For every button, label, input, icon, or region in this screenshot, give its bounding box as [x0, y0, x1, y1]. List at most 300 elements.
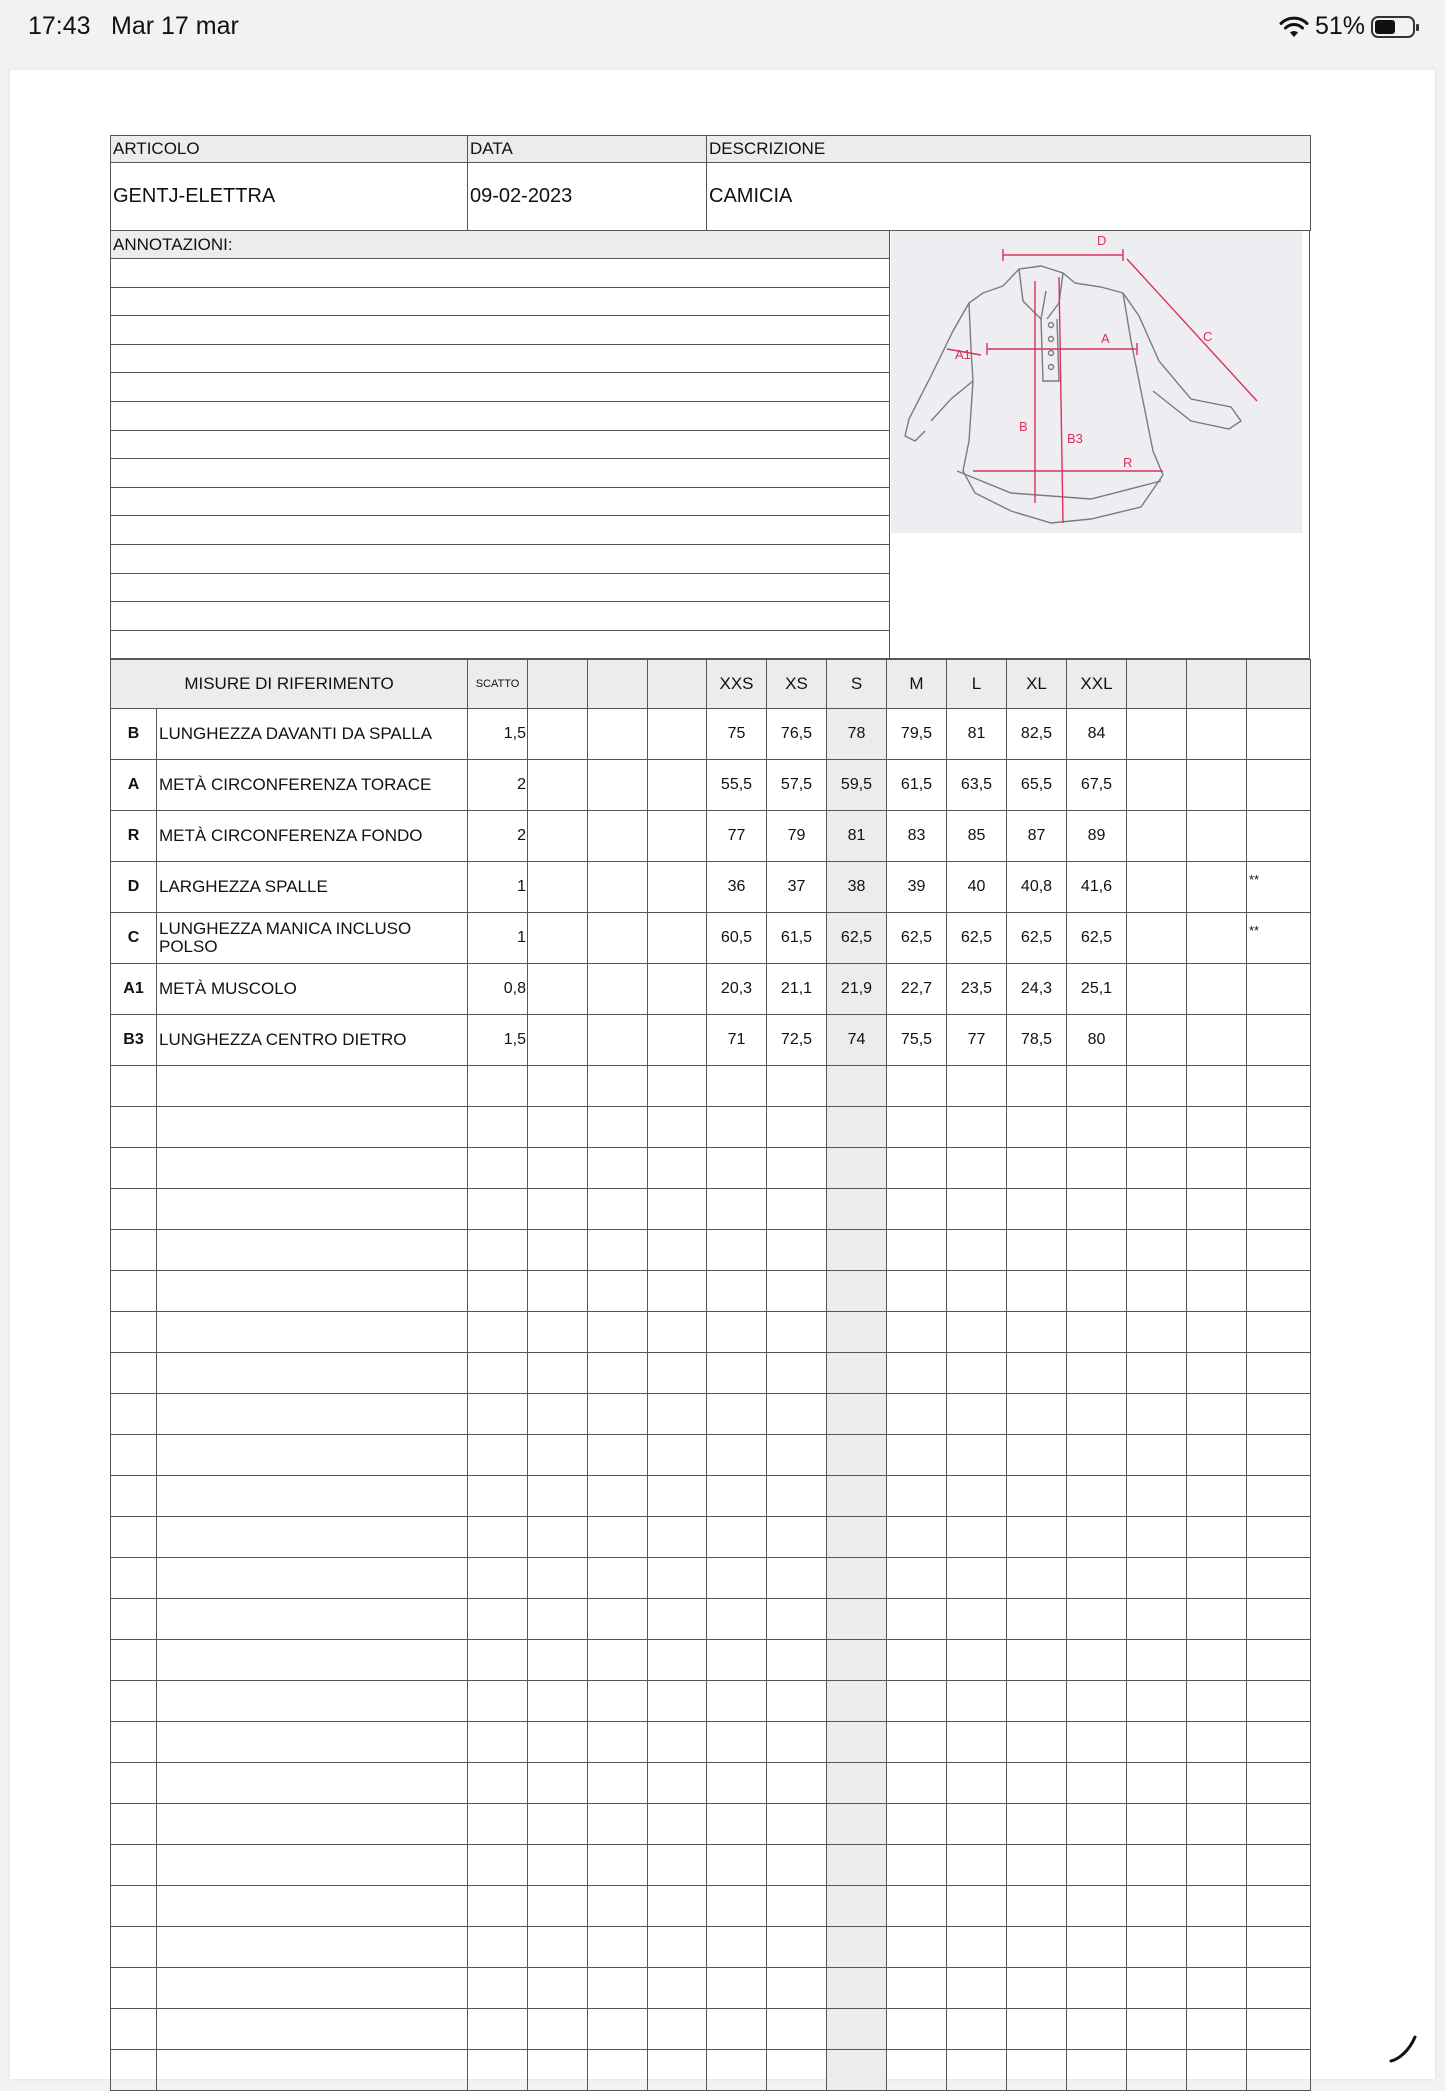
- empty-cell[interactable]: [588, 1435, 648, 1476]
- empty-cell[interactable]: [767, 1599, 827, 1640]
- empty-cell[interactable]: [528, 1107, 588, 1148]
- empty-cell[interactable]: [1067, 1066, 1127, 1107]
- empty-cell[interactable]: [707, 1189, 767, 1230]
- annotation-line[interactable]: [111, 345, 889, 374]
- empty-cell[interactable]: [707, 1599, 767, 1640]
- empty-cell[interactable]: [707, 1804, 767, 1845]
- empty-cell[interactable]: [648, 1476, 707, 1517]
- empty-cell[interactable]: [767, 1271, 827, 1312]
- empty-cell[interactable]: [707, 1066, 767, 1107]
- empty-cell[interactable]: [1007, 1230, 1067, 1271]
- empty-cell[interactable]: [1187, 1886, 1247, 1927]
- empty-cell[interactable]: [111, 1312, 157, 1353]
- empty-cell[interactable]: [887, 1148, 947, 1189]
- empty-cell[interactable]: [468, 2009, 528, 2050]
- empty-cell[interactable]: [827, 1435, 887, 1476]
- empty-cell[interactable]: [827, 2050, 887, 2091]
- empty-cell[interactable]: [157, 1804, 468, 1845]
- empty-cell[interactable]: [528, 1927, 588, 1968]
- empty-cell[interactable]: [157, 1968, 468, 2009]
- empty-cell[interactable]: [1007, 1271, 1067, 1312]
- empty-cell[interactable]: [707, 1763, 767, 1804]
- empty-cell[interactable]: [528, 1763, 588, 1804]
- empty-cell[interactable]: [887, 1435, 947, 1476]
- empty-cell[interactable]: [1247, 1353, 1311, 1394]
- empty-cell[interactable]: [1067, 1804, 1127, 1845]
- empty-cell[interactable]: [528, 1189, 588, 1230]
- empty-cell[interactable]: [1007, 1558, 1067, 1599]
- empty-cell[interactable]: [1247, 1312, 1311, 1353]
- empty-cell[interactable]: [648, 1271, 707, 1312]
- empty-cell[interactable]: [827, 1312, 887, 1353]
- empty-cell[interactable]: [1187, 1845, 1247, 1886]
- empty-cell[interactable]: [468, 1804, 528, 1845]
- empty-cell[interactable]: [588, 1271, 648, 1312]
- empty-cell[interactable]: [947, 1353, 1007, 1394]
- empty-cell[interactable]: [468, 1517, 528, 1558]
- empty-cell[interactable]: [528, 1230, 588, 1271]
- empty-cell[interactable]: [887, 1804, 947, 1845]
- annotation-line[interactable]: [111, 316, 889, 345]
- empty-cell[interactable]: [157, 1517, 468, 1558]
- empty-cell[interactable]: [1247, 1107, 1311, 1148]
- empty-cell[interactable]: [1007, 1394, 1067, 1435]
- empty-cell[interactable]: [1127, 1230, 1187, 1271]
- empty-cell[interactable]: [648, 1599, 707, 1640]
- empty-cell[interactable]: [1127, 2009, 1187, 2050]
- empty-cell[interactable]: [827, 1107, 887, 1148]
- empty-cell[interactable]: [111, 1968, 157, 2009]
- empty-cell[interactable]: [1007, 1681, 1067, 1722]
- annotation-line[interactable]: [111, 488, 889, 517]
- empty-cell[interactable]: [887, 1722, 947, 1763]
- empty-cell[interactable]: [588, 1353, 648, 1394]
- empty-cell[interactable]: [468, 1435, 528, 1476]
- empty-cell[interactable]: [1127, 1312, 1187, 1353]
- empty-cell[interactable]: [1007, 1804, 1067, 1845]
- empty-cell[interactable]: [827, 1066, 887, 1107]
- empty-cell[interactable]: [887, 1640, 947, 1681]
- empty-cell[interactable]: [1187, 1189, 1247, 1230]
- empty-cell[interactable]: [111, 1107, 157, 1148]
- empty-cell[interactable]: [111, 1640, 157, 1681]
- empty-cell[interactable]: [947, 1804, 1007, 1845]
- empty-cell[interactable]: [707, 1722, 767, 1763]
- empty-cell[interactable]: [111, 1927, 157, 1968]
- empty-cell[interactable]: [468, 1845, 528, 1886]
- empty-cell[interactable]: [827, 1845, 887, 1886]
- empty-cell[interactable]: [947, 1763, 1007, 1804]
- empty-cell[interactable]: [1127, 2050, 1187, 2091]
- empty-cell[interactable]: [648, 1435, 707, 1476]
- empty-cell[interactable]: [1067, 1845, 1127, 1886]
- empty-cell[interactable]: [827, 1886, 887, 1927]
- empty-cell[interactable]: [111, 1763, 157, 1804]
- empty-cell[interactable]: [1247, 1640, 1311, 1681]
- empty-cell[interactable]: [887, 1886, 947, 1927]
- empty-cell[interactable]: [648, 1230, 707, 1271]
- empty-cell[interactable]: [648, 1681, 707, 1722]
- empty-cell[interactable]: [1007, 1927, 1067, 1968]
- empty-cell[interactable]: [1067, 2009, 1127, 2050]
- empty-cell[interactable]: [588, 1599, 648, 1640]
- empty-cell[interactable]: [887, 2050, 947, 2091]
- empty-cell[interactable]: [887, 1599, 947, 1640]
- empty-cell[interactable]: [1187, 1640, 1247, 1681]
- empty-cell[interactable]: [707, 1107, 767, 1148]
- empty-cell[interactable]: [157, 1886, 468, 1927]
- empty-cell[interactable]: [1187, 1107, 1247, 1148]
- empty-cell[interactable]: [947, 1271, 1007, 1312]
- empty-cell[interactable]: [157, 1763, 468, 1804]
- empty-cell[interactable]: [707, 1312, 767, 1353]
- empty-cell[interactable]: [827, 1353, 887, 1394]
- empty-cell[interactable]: [588, 1804, 648, 1845]
- empty-cell[interactable]: [827, 1722, 887, 1763]
- empty-cell[interactable]: [648, 1189, 707, 1230]
- empty-cell[interactable]: [1127, 1763, 1187, 1804]
- empty-cell[interactable]: [707, 1927, 767, 1968]
- empty-cell[interactable]: [1067, 1558, 1127, 1599]
- empty-cell[interactable]: [707, 1230, 767, 1271]
- empty-cell[interactable]: [1127, 1968, 1187, 2009]
- empty-cell[interactable]: [157, 1681, 468, 1722]
- empty-cell[interactable]: [1247, 1804, 1311, 1845]
- empty-cell[interactable]: [111, 1230, 157, 1271]
- empty-cell[interactable]: [111, 1804, 157, 1845]
- annotation-line[interactable]: [111, 373, 889, 402]
- empty-cell[interactable]: [528, 1148, 588, 1189]
- empty-cell[interactable]: [111, 1558, 157, 1599]
- annotation-line[interactable]: [111, 259, 889, 288]
- empty-cell[interactable]: [528, 1271, 588, 1312]
- empty-cell[interactable]: [827, 1804, 887, 1845]
- empty-cell[interactable]: [827, 1148, 887, 1189]
- empty-cell[interactable]: [157, 1599, 468, 1640]
- annotation-line[interactable]: [111, 288, 889, 317]
- empty-cell[interactable]: [648, 1886, 707, 1927]
- empty-cell[interactable]: [1007, 1476, 1067, 1517]
- empty-cell[interactable]: [707, 1558, 767, 1599]
- empty-cell[interactable]: [1067, 1640, 1127, 1681]
- empty-cell[interactable]: [648, 1353, 707, 1394]
- empty-cell[interactable]: [1247, 1517, 1311, 1558]
- empty-cell[interactable]: [1127, 1517, 1187, 1558]
- empty-cell[interactable]: [1187, 1722, 1247, 1763]
- empty-cell[interactable]: [648, 2009, 707, 2050]
- empty-cell[interactable]: [947, 1066, 1007, 1107]
- empty-cell[interactable]: [1247, 1476, 1311, 1517]
- empty-cell[interactable]: [707, 1640, 767, 1681]
- empty-cell[interactable]: [827, 1640, 887, 1681]
- annotation-line[interactable]: [111, 574, 889, 603]
- empty-cell[interactable]: [1007, 1968, 1067, 2009]
- empty-cell[interactable]: [1067, 2050, 1127, 2091]
- empty-cell[interactable]: [588, 1394, 648, 1435]
- empty-cell[interactable]: [1067, 1148, 1127, 1189]
- empty-cell[interactable]: [827, 1189, 887, 1230]
- empty-cell[interactable]: [947, 1886, 1007, 1927]
- empty-cell[interactable]: [887, 1271, 947, 1312]
- empty-cell[interactable]: [1127, 1353, 1187, 1394]
- empty-cell[interactable]: [157, 1722, 468, 1763]
- empty-cell[interactable]: [1127, 1107, 1187, 1148]
- empty-cell[interactable]: [1187, 2009, 1247, 2050]
- empty-cell[interactable]: [468, 1681, 528, 1722]
- empty-cell[interactable]: [1127, 1189, 1187, 1230]
- empty-cell[interactable]: [648, 1517, 707, 1558]
- empty-cell[interactable]: [588, 1845, 648, 1886]
- empty-cell[interactable]: [947, 1599, 1007, 1640]
- empty-cell[interactable]: [111, 1435, 157, 1476]
- empty-cell[interactable]: [1247, 1763, 1311, 1804]
- empty-cell[interactable]: [588, 1476, 648, 1517]
- empty-cell[interactable]: [1127, 1804, 1187, 1845]
- empty-cell[interactable]: [588, 1927, 648, 1968]
- empty-cell[interactable]: [111, 2009, 157, 2050]
- empty-cell[interactable]: [1247, 1230, 1311, 1271]
- empty-cell[interactable]: [1247, 2050, 1311, 2091]
- empty-cell[interactable]: [1187, 1804, 1247, 1845]
- empty-cell[interactable]: [947, 1476, 1007, 1517]
- empty-cell[interactable]: [887, 1763, 947, 1804]
- empty-cell[interactable]: [767, 1435, 827, 1476]
- empty-cell[interactable]: [767, 1558, 827, 1599]
- empty-cell[interactable]: [887, 1681, 947, 1722]
- empty-cell[interactable]: [528, 1476, 588, 1517]
- empty-cell[interactable]: [767, 1353, 827, 1394]
- empty-cell[interactable]: [1187, 1476, 1247, 1517]
- empty-cell[interactable]: [947, 1640, 1007, 1681]
- empty-cell[interactable]: [827, 1230, 887, 1271]
- empty-cell[interactable]: [1127, 1681, 1187, 1722]
- empty-cell[interactable]: [827, 2009, 887, 2050]
- empty-cell[interactable]: [767, 2009, 827, 2050]
- empty-cell[interactable]: [1247, 1271, 1311, 1312]
- empty-cell[interactable]: [887, 1230, 947, 1271]
- empty-cell[interactable]: [707, 1435, 767, 1476]
- empty-cell[interactable]: [767, 1107, 827, 1148]
- empty-cell[interactable]: [588, 1886, 648, 1927]
- empty-cell[interactable]: [111, 1599, 157, 1640]
- empty-cell[interactable]: [588, 1066, 648, 1107]
- empty-cell[interactable]: [468, 1353, 528, 1394]
- empty-cell[interactable]: [468, 1271, 528, 1312]
- empty-cell[interactable]: [1127, 1271, 1187, 1312]
- empty-cell[interactable]: [157, 1394, 468, 1435]
- empty-cell[interactable]: [1007, 2050, 1067, 2091]
- empty-cell[interactable]: [947, 1681, 1007, 1722]
- empty-cell[interactable]: [767, 1722, 827, 1763]
- empty-cell[interactable]: [111, 1353, 157, 1394]
- empty-cell[interactable]: [1187, 1763, 1247, 1804]
- empty-cell[interactable]: [1007, 1763, 1067, 1804]
- empty-cell[interactable]: [111, 1845, 157, 1886]
- empty-cell[interactable]: [157, 1353, 468, 1394]
- empty-cell[interactable]: [648, 1107, 707, 1148]
- empty-cell[interactable]: [528, 1435, 588, 1476]
- empty-cell[interactable]: [528, 1968, 588, 2009]
- empty-cell[interactable]: [947, 1968, 1007, 2009]
- empty-cell[interactable]: [1187, 2050, 1247, 2091]
- empty-cell[interactable]: [1007, 1435, 1067, 1476]
- empty-cell[interactable]: [1067, 1271, 1127, 1312]
- empty-cell[interactable]: [648, 1845, 707, 1886]
- empty-cell[interactable]: [528, 1353, 588, 1394]
- pencil-stroke-icon[interactable]: [1385, 2029, 1421, 2065]
- empty-cell[interactable]: [528, 2050, 588, 2091]
- empty-cell[interactable]: [588, 1230, 648, 1271]
- empty-cell[interactable]: [887, 1066, 947, 1107]
- empty-cell[interactable]: [157, 1230, 468, 1271]
- empty-cell[interactable]: [1067, 1681, 1127, 1722]
- empty-cell[interactable]: [588, 1558, 648, 1599]
- empty-cell[interactable]: [947, 1394, 1007, 1435]
- empty-cell[interactable]: [707, 1353, 767, 1394]
- empty-cell[interactable]: [767, 1927, 827, 1968]
- empty-cell[interactable]: [111, 1517, 157, 1558]
- empty-cell[interactable]: [111, 1189, 157, 1230]
- empty-cell[interactable]: [157, 1148, 468, 1189]
- empty-cell[interactable]: [1127, 1066, 1187, 1107]
- empty-cell[interactable]: [1067, 1230, 1127, 1271]
- empty-cell[interactable]: [767, 1476, 827, 1517]
- empty-cell[interactable]: [588, 1640, 648, 1681]
- empty-cell[interactable]: [827, 1599, 887, 1640]
- empty-cell[interactable]: [1067, 1763, 1127, 1804]
- empty-cell[interactable]: [767, 1968, 827, 2009]
- empty-cell[interactable]: [528, 1640, 588, 1681]
- empty-cell[interactable]: [528, 1886, 588, 1927]
- empty-cell[interactable]: [648, 1640, 707, 1681]
- empty-cell[interactable]: [588, 1517, 648, 1558]
- empty-cell[interactable]: [111, 1394, 157, 1435]
- empty-cell[interactable]: [1187, 1681, 1247, 1722]
- empty-cell[interactable]: [528, 1394, 588, 1435]
- empty-cell[interactable]: [468, 1927, 528, 1968]
- empty-cell[interactable]: [887, 1312, 947, 1353]
- empty-cell[interactable]: [1067, 1927, 1127, 1968]
- empty-cell[interactable]: [528, 1804, 588, 1845]
- empty-cell[interactable]: [1067, 1722, 1127, 1763]
- empty-cell[interactable]: [588, 1148, 648, 1189]
- empty-cell[interactable]: [947, 1107, 1007, 1148]
- empty-cell[interactable]: [767, 1681, 827, 1722]
- empty-cell[interactable]: [1127, 1640, 1187, 1681]
- empty-cell[interactable]: [767, 2050, 827, 2091]
- empty-cell[interactable]: [767, 1230, 827, 1271]
- empty-cell[interactable]: [1007, 1517, 1067, 1558]
- annotation-line[interactable]: [111, 431, 889, 460]
- empty-cell[interactable]: [947, 1517, 1007, 1558]
- empty-cell[interactable]: [1127, 1845, 1187, 1886]
- empty-cell[interactable]: [111, 1886, 157, 1927]
- empty-cell[interactable]: [887, 1517, 947, 1558]
- empty-cell[interactable]: [1187, 1230, 1247, 1271]
- empty-cell[interactable]: [827, 1968, 887, 2009]
- empty-cell[interactable]: [528, 1312, 588, 1353]
- empty-cell[interactable]: [827, 1394, 887, 1435]
- empty-cell[interactable]: [468, 1968, 528, 2009]
- empty-cell[interactable]: [1187, 1517, 1247, 1558]
- empty-cell[interactable]: [767, 1517, 827, 1558]
- empty-cell[interactable]: [827, 1271, 887, 1312]
- empty-cell[interactable]: [947, 1189, 1007, 1230]
- empty-cell[interactable]: [947, 1722, 1007, 1763]
- empty-cell[interactable]: [468, 1599, 528, 1640]
- empty-cell[interactable]: [1247, 1148, 1311, 1189]
- empty-cell[interactable]: [157, 1312, 468, 1353]
- empty-cell[interactable]: [1007, 1189, 1067, 1230]
- empty-cell[interactable]: [947, 1312, 1007, 1353]
- empty-cell[interactable]: [528, 1845, 588, 1886]
- empty-cell[interactable]: [1187, 1968, 1247, 2009]
- empty-cell[interactable]: [1187, 1148, 1247, 1189]
- empty-cell[interactable]: [767, 1189, 827, 1230]
- empty-cell[interactable]: [468, 1763, 528, 1804]
- empty-cell[interactable]: [157, 1435, 468, 1476]
- empty-cell[interactable]: [1067, 1968, 1127, 2009]
- empty-cell[interactable]: [157, 1558, 468, 1599]
- empty-cell[interactable]: [1067, 1886, 1127, 1927]
- annotation-line[interactable]: [111, 602, 889, 631]
- empty-cell[interactable]: [1007, 1845, 1067, 1886]
- empty-cell[interactable]: [1187, 1558, 1247, 1599]
- empty-cell[interactable]: [1247, 1681, 1311, 1722]
- empty-cell[interactable]: [468, 1189, 528, 1230]
- empty-cell[interactable]: [1067, 1189, 1127, 1230]
- empty-cell[interactable]: [1247, 1927, 1311, 1968]
- empty-cell[interactable]: [1127, 1558, 1187, 1599]
- empty-cell[interactable]: [528, 2009, 588, 2050]
- empty-cell[interactable]: [111, 1476, 157, 1517]
- empty-cell[interactable]: [111, 2050, 157, 2091]
- empty-cell[interactable]: [1127, 1599, 1187, 1640]
- empty-cell[interactable]: [1247, 1968, 1311, 2009]
- empty-cell[interactable]: [767, 1640, 827, 1681]
- empty-cell[interactable]: [947, 1435, 1007, 1476]
- empty-cell[interactable]: [767, 1886, 827, 1927]
- empty-cell[interactable]: [947, 1845, 1007, 1886]
- empty-cell[interactable]: [1007, 1599, 1067, 1640]
- empty-cell[interactable]: [528, 1066, 588, 1107]
- empty-cell[interactable]: [588, 2009, 648, 2050]
- empty-cell[interactable]: [648, 1763, 707, 1804]
- empty-cell[interactable]: [1187, 1394, 1247, 1435]
- empty-cell[interactable]: [588, 1107, 648, 1148]
- empty-cell[interactable]: [1247, 1599, 1311, 1640]
- empty-cell[interactable]: [528, 1517, 588, 1558]
- empty-cell[interactable]: [767, 1845, 827, 1886]
- empty-cell[interactable]: [111, 1148, 157, 1189]
- empty-cell[interactable]: [827, 1927, 887, 1968]
- empty-cell[interactable]: [468, 1066, 528, 1107]
- empty-cell[interactable]: [1247, 1558, 1311, 1599]
- empty-cell[interactable]: [887, 1968, 947, 2009]
- empty-cell[interactable]: [1007, 1148, 1067, 1189]
- empty-cell[interactable]: [1127, 1148, 1187, 1189]
- empty-cell[interactable]: [648, 1804, 707, 1845]
- empty-cell[interactable]: [1187, 1271, 1247, 1312]
- empty-cell[interactable]: [887, 1476, 947, 1517]
- annotation-line[interactable]: [111, 631, 889, 660]
- empty-cell[interactable]: [1247, 1189, 1311, 1230]
- empty-cell[interactable]: [528, 1599, 588, 1640]
- empty-cell[interactable]: [1127, 1886, 1187, 1927]
- empty-cell[interactable]: [707, 1476, 767, 1517]
- empty-cell[interactable]: [157, 1845, 468, 1886]
- empty-cell[interactable]: [1247, 1886, 1311, 1927]
